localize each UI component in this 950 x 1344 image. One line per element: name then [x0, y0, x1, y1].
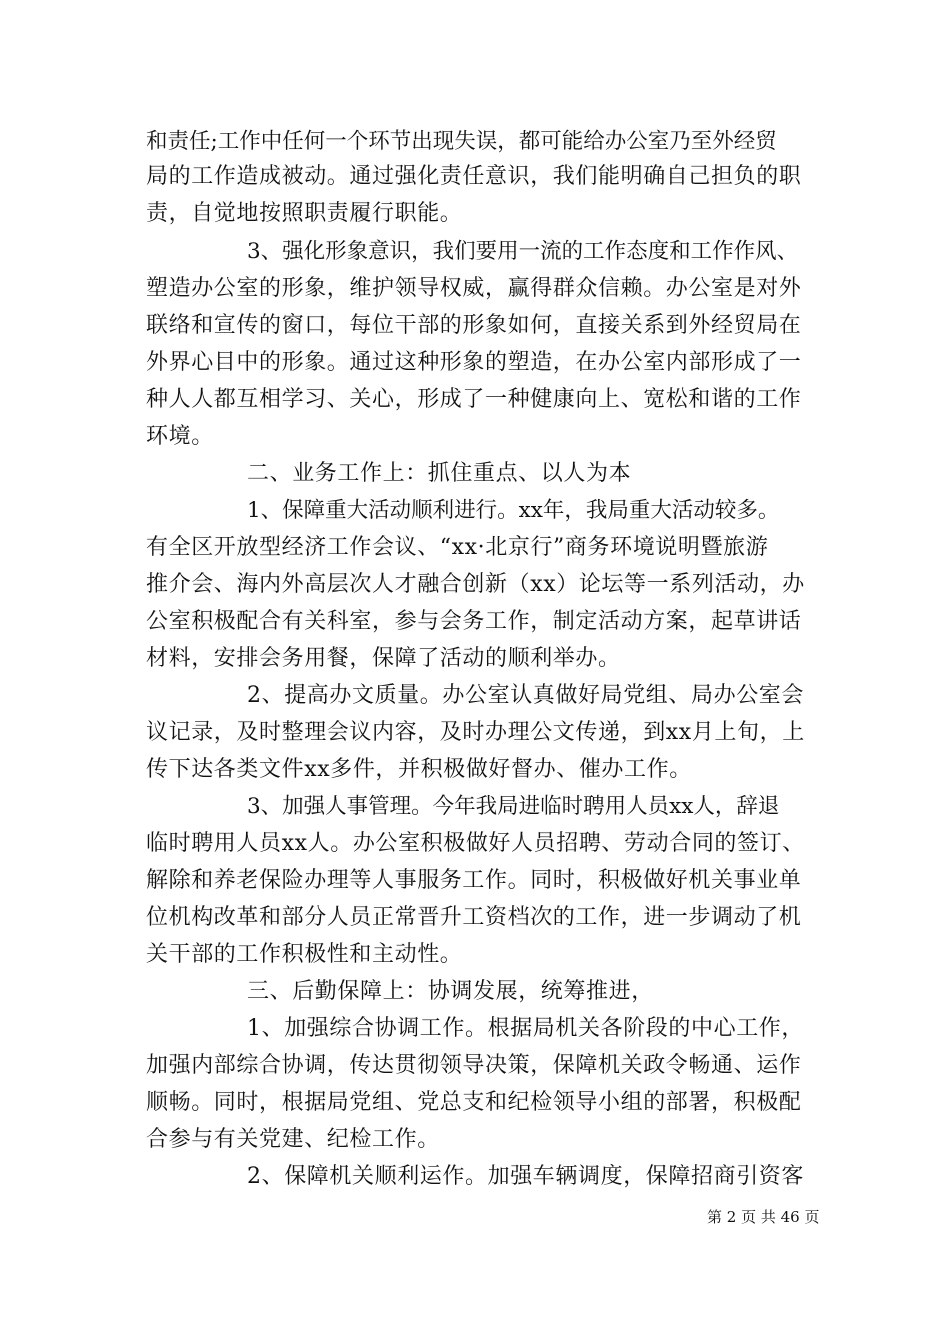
body-line: 联络和宣传的窗口，每位干部的形象如何，直接关系到外经贸局在	[146, 313, 802, 338]
body-line: 种人人都互相学习、关心，形成了一种健康向上、宽松和谐的工作	[146, 387, 802, 412]
body-line: 1、保障重大活动顺利进行。xx年，我局重大活动较多。	[247, 498, 780, 523]
body-line: 临时聘用人员xx人。办公室积极做好人员招聘、劳动合同的签订、	[146, 831, 805, 856]
body-line: 顺畅。同时，根据局党组、党总支和纪检领导小组的部署，积极配	[146, 1090, 802, 1115]
body-line: 环境。	[146, 424, 214, 449]
body-line: 3、强化形象意识，我们要用一流的工作态度和工作作风、	[247, 239, 799, 264]
body-line: 加强内部综合协调，传达贯彻领导决策，保障机关政令畅通、运作	[146, 1053, 802, 1078]
body-line: 合参与有关党建、纪检工作。	[146, 1127, 440, 1152]
body-line: 外界心目中的形象。通过这种形象的塑造，在办公室内部形成了一	[146, 350, 802, 375]
body-line: 1、加强综合协调工作。根据局机关各阶段的中心工作，	[247, 1016, 804, 1041]
body-line: 局的工作造成被动。通过强化责任意识，我们能明确自己担负的职	[146, 164, 802, 189]
body-line: 推介会、海内外高层次人才融合创新（xx）论坛等一系列活动，办	[146, 572, 805, 597]
body-line: 2、提高办文质量。办公室认真做好局党组、局办公室会	[247, 683, 804, 708]
body-line: 位机构改革和部分人员正常晋升工资档次的工作，进一步调动了机	[146, 905, 802, 930]
body-line: 塑造办公室的形象，维护领导权威，赢得群众信赖。办公室是对外	[146, 276, 802, 301]
body-line: 传下达各类文件xx多件，并积极做好督办、催办工作。	[146, 757, 692, 782]
section-heading: 二、业务工作上：抓住重点、以人为本	[247, 461, 632, 486]
body-line: 2、保障机关顺利运作。加强车辆调度，保障招商引资客	[247, 1164, 804, 1189]
body-line: 材料，安排会务用餐，保障了活动的顺利举办。	[146, 646, 621, 671]
body-line: 解除和养老保险办理等人事服务工作。同时，积极做好机关事业单	[146, 868, 802, 893]
page-number: 第 2 页 共 46 页	[707, 1208, 820, 1226]
body-line: 公室积极配合有关科室，参与会务工作，制定活动方案，起草讲话	[146, 609, 802, 634]
body-line: 3、加强人事管理。今年我局进临时聘用人员xx人，辞退	[247, 794, 780, 819]
section-heading: 三、后勤保障上：协调发展，统筹推进，	[247, 979, 654, 1004]
body-line: 责，自觉地按照职责履行职能。	[146, 201, 463, 226]
body-line: 关干部的工作积极性和主动性。	[146, 942, 463, 967]
body-line: 有全区开放型经济工作会议、“xx·北京行”商务环境说明暨旅游	[146, 535, 769, 560]
body-line: 和责任;工作中任何一个环节出现失误，都可能给办公室乃至外经贸	[146, 129, 777, 154]
body-line: 议记录，及时整理会议内容，及时办理公文传递，到xx月上旬，上	[146, 720, 805, 745]
